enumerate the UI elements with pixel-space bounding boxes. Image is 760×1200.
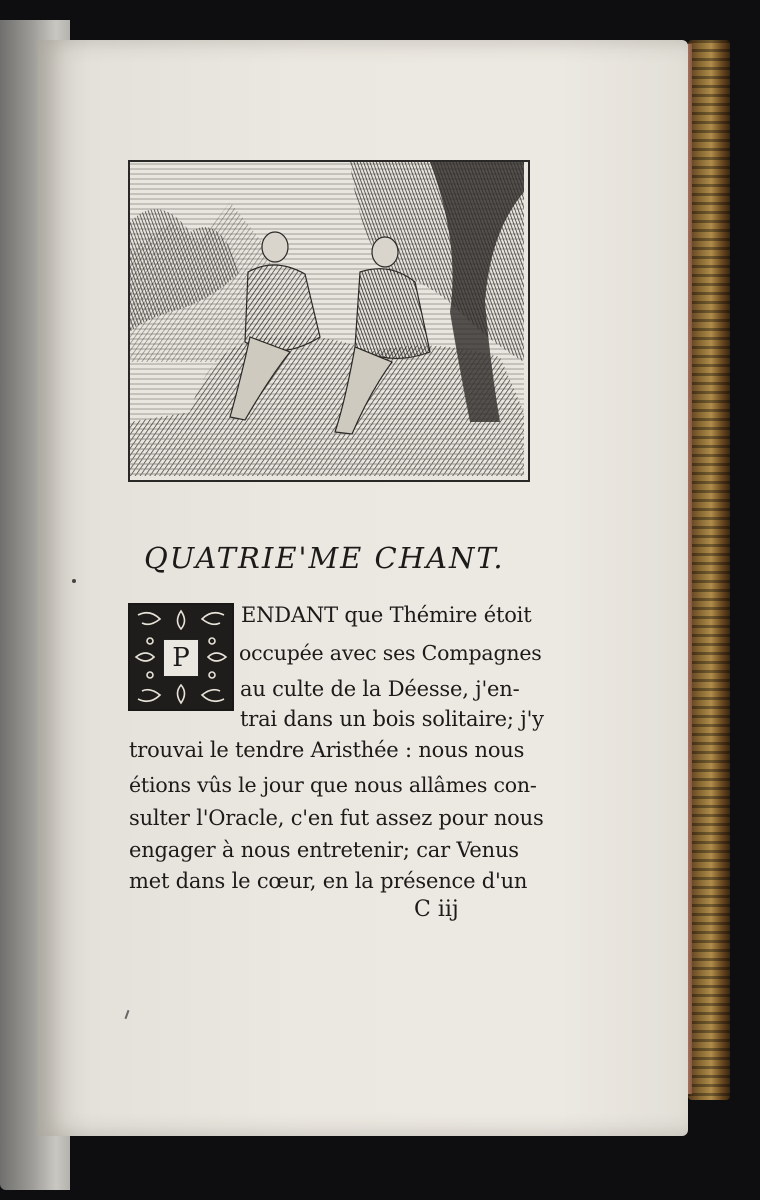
text-line: engager à nous entretenir; car Venus (129, 838, 519, 862)
text-line: ENDANT que Thémire étoit (241, 603, 532, 627)
text-line: au culte de la Déesse, j'en- (240, 677, 520, 701)
chapter-title: QUATRIE'ME CHANT. (144, 541, 505, 575)
text-line: trai dans un bois solitaire; j'y (240, 707, 544, 731)
text-line: étions vûs le jour que nous allâmes con- (129, 773, 537, 797)
ornamental-dropcap (128, 603, 234, 711)
text-line: occupée avec ses Compagnes (239, 641, 542, 665)
text-line: trouvai le tendre Aristhée : nous nous (129, 738, 525, 762)
text-line: sulter l'Oracle, c'en fut assez pour nous (129, 806, 544, 830)
text-line: met dans le cœur, en la présence d'un (129, 869, 528, 893)
book-spine (688, 40, 730, 1100)
engraving-illustration (128, 160, 530, 482)
margin-dot (72, 579, 76, 583)
dropcap-letter: P (163, 639, 199, 677)
signature-mark: C iij (414, 897, 459, 922)
